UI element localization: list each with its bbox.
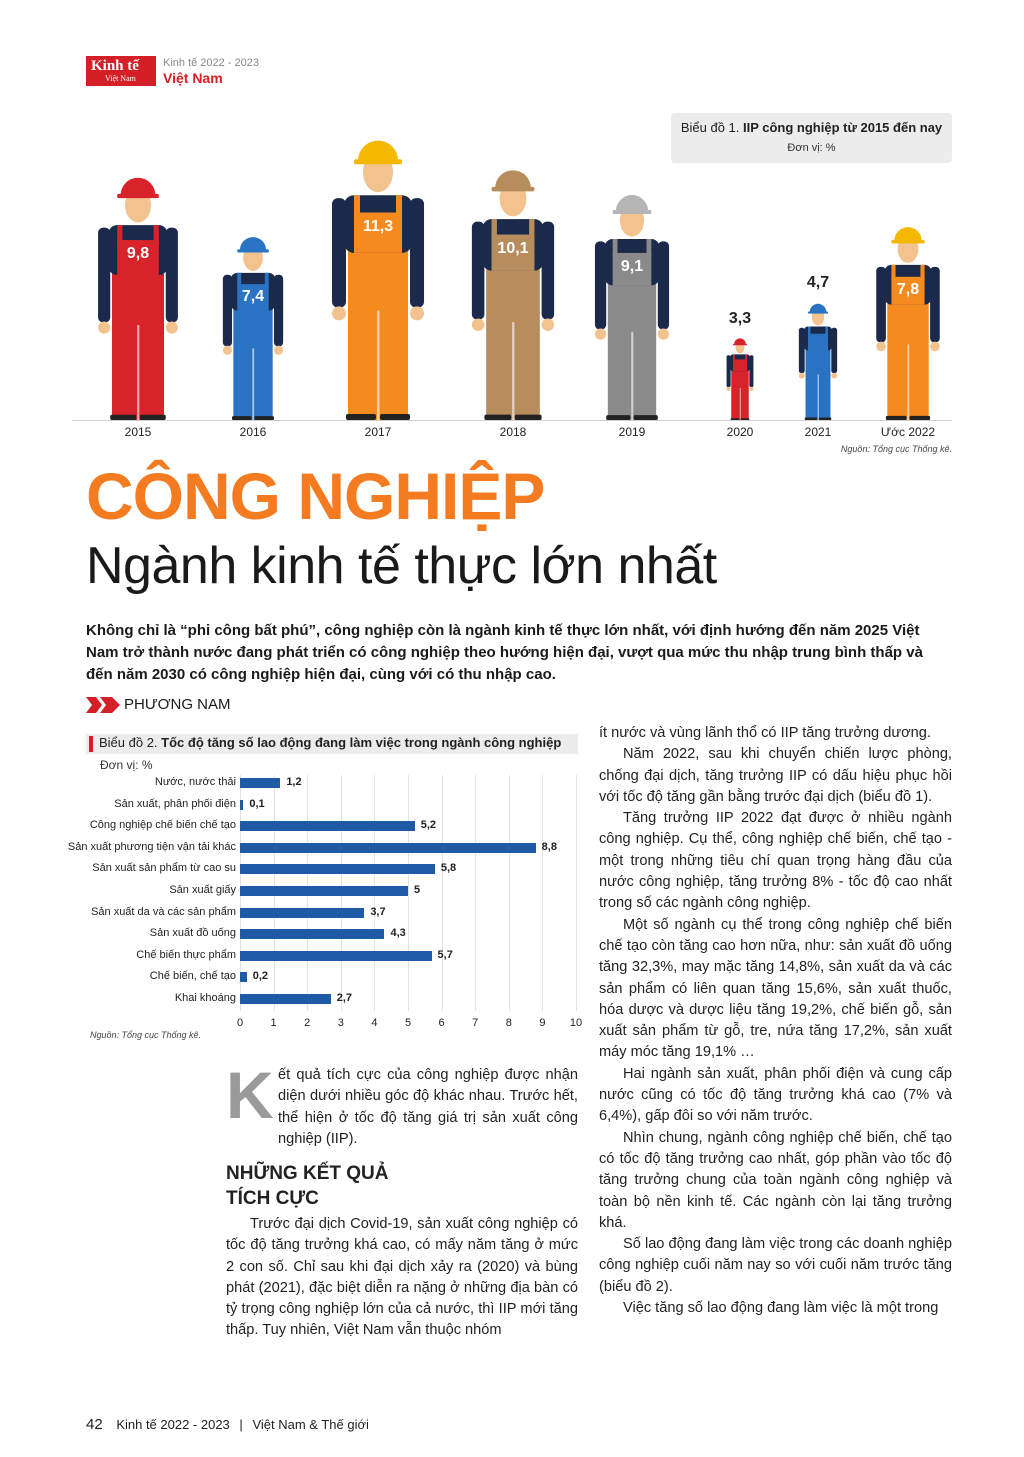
chart2-category-label: Sản xuất, phân phối điện [114, 797, 236, 810]
chart2-tick-label: 3 [337, 1017, 344, 1029]
chart1-value-label: 7,4 [241, 287, 265, 305]
header-edition: Kinh tế 2022 - 2023 [163, 57, 260, 69]
left-column-body [226, 1214, 578, 1342]
chart1-unit: Đơn vị: % [787, 142, 836, 154]
left-column-top [226, 1065, 578, 1150]
author-name: PHƯƠNG NAM [124, 696, 231, 713]
chart1-value-label: 10,1 [497, 239, 529, 257]
chart1-year-label: 2018 [499, 425, 527, 439]
chart2-bar [240, 908, 364, 918]
chart2-gridline [408, 775, 409, 1011]
chart2-category-label: Sản xuất phương tiện vận tải khác [67, 840, 236, 853]
chart2-bar [240, 929, 384, 939]
chart2-category-label: Sản xuất sản phẩm từ cao su [92, 862, 236, 875]
chart2-bar [240, 800, 243, 810]
chart1-value-label: 3,3 [728, 309, 752, 327]
chart2-title-accent [89, 736, 93, 752]
red-arrow-icon [86, 697, 120, 713]
footer-publication: Kinh tế 2022 - 2023 [116, 1417, 230, 1432]
chart1-workers [0, 0, 1024, 440]
chart1-value-label: 9,8 [126, 245, 150, 263]
worker-figure-2019 [595, 195, 669, 420]
chart2-value-label: 0,1 [249, 797, 265, 810]
chart2-category-label: Sản xuất da và các sản phẩm [91, 905, 236, 918]
chart2-bar [240, 821, 415, 831]
worker-figure-2020 [727, 338, 754, 420]
chart2-tick-label: 5 [404, 1017, 412, 1029]
paragraph: Hai ngành sản xuất, phân phối điện và cung cấp nước cũng có tốc độ tăng trưởng khá cao (7% và 6,4%), gấp đôi so với năm trước. [599, 1065, 952, 1125]
section-heading-line2: TÍCH CỰC [226, 1188, 319, 1209]
worker-figure-2016 [223, 237, 283, 420]
chart2-tick-label: 4 [371, 1017, 378, 1029]
chart2-category-label: Sản xuất giấy [169, 884, 236, 896]
chart2-title [99, 735, 561, 750]
chart2-title-prefix: Biểu đồ 2. [99, 735, 162, 750]
chart1-year-label: 2016 [239, 425, 267, 439]
logo-line1: Kinh tế [91, 58, 139, 74]
chart1-value-label: 9,1 [620, 257, 644, 275]
chart2-tick-label: 9 [539, 1017, 546, 1029]
chart2-bar [240, 778, 280, 788]
chart2-tick-label: 10 [569, 1017, 583, 1029]
chart2-bar [240, 864, 435, 874]
paragraph: Một số ngành cụ thể trong công nghiệp chế biến chế tạo còn tăng cao hơn nữa, như: sản xuất đồ uống tăng 32,3%, may mặc tăng 14,8%, sản xuất da và các sản phẩm có liên quan tăng 15,6%, sản xuất thuốc, hóa dược và dược liệu tăng 19,2%, chế biến gỗ, sản xuất sản phẩm từ gỗ, tre, nứa tăng 17,2%, sản xuất máy móc tăng 19,1% … [599, 916, 952, 1061]
section-heading-line1: NHỮNG KẾT QUẢ [226, 1163, 389, 1184]
section-heading [226, 1161, 388, 1211]
worker-figure-2015 [98, 178, 178, 420]
article-title: Ngành kinh tế thực lớn nhất [86, 537, 717, 595]
chart2-bar [240, 972, 247, 982]
chart1-year-label: 2019 [618, 425, 646, 439]
chart2-tick-label: 0 [236, 1017, 244, 1029]
chart2-value-label: 5,7 [437, 948, 453, 961]
chart2-category-label: Sản xuất đồ uống [149, 927, 236, 940]
chart1-source: Nguồn: Tổng cục Thống kê. [840, 444, 952, 454]
chart1-value-label: 11,3 [362, 218, 394, 236]
chart1-year-label: 2020 [726, 425, 754, 439]
chart2-value-label: 1,2 [286, 776, 302, 788]
chart2-value-label: 5 [414, 884, 421, 896]
chart2-gridline [475, 775, 476, 1011]
chart2-source: Nguồn: Tổng cục Thống kê. [90, 1030, 202, 1040]
chart2-value-label: 0,2 [252, 970, 269, 983]
article-kicker: CÔNG NGHIỆP [86, 459, 545, 533]
chart2-bar [240, 951, 432, 961]
chart2-bar [240, 994, 331, 1004]
chart2-gridline [509, 775, 510, 1011]
paragraph: ết quả tích cực của công nghiệp được nhận diện dưới nhiều góc độ khác nhau. Trước hết, thể hiện ở tốc độ tăng giá trị sản xuất công nghiệp (IIP). [278, 1067, 578, 1147]
chart2-gridline [542, 775, 543, 1011]
chart2-value-label: 8,8 [541, 840, 557, 853]
paragraph: Trước đại dịch Covid-19, sản xuất công nghiệp có tốc độ tăng trưởng khá cao, có mấy năm tăng ở mức 2 con số. Chỉ sau khi đại dịch xảy ra (2020) và bùng phát (2021), đặc biệt diễn ra nặng ở những địa bàn có tỷ trọng công nghiệp lớn của cả nước, thì IIP mới tăng thấp. Tuy nhiên, Việt Nam vẫn thuộc nhóm [226, 1216, 578, 1339]
chart2-category-label: Công nghiệp chế biến chế tạo [89, 819, 236, 832]
chart1-value-label: 4,7 [806, 274, 830, 292]
chart1-title-bold: IIP công nghiệp từ 2015 đến nay [742, 120, 943, 135]
worker-figure-2021 [799, 304, 837, 420]
chart1-year-label: Ước 2022 [880, 425, 936, 439]
header-section: Việt Nam [163, 70, 223, 86]
chart1-year-label: 2021 [804, 425, 832, 439]
chart2-unit: Đơn vị: % [100, 758, 153, 772]
chart2-gridline [442, 775, 443, 1011]
chart1-value-label: 7,8 [896, 280, 920, 298]
chart1-baseline [72, 420, 952, 421]
chart2-category-label: Nước, nước thải [154, 776, 236, 788]
drop-cap: K [226, 1058, 274, 1132]
chart2-title-box [86, 734, 578, 754]
paragraph: Nhìn chung, ngành công nghiệp chế biến, chế tạo có tốc độ tăng trưởng cao nhất, góp phần vào tốc độ tăng trưởng chung của toàn ngành công nghiệp và toàn bộ nền kinh tế. Các ngành còn lại tăng trưởng khá. [599, 1129, 952, 1231]
chart2-bar [240, 886, 408, 896]
chart2-tick-label: 7 [472, 1017, 479, 1029]
chart1-title-prefix: Biểu đồ 1. [680, 120, 743, 135]
chart2-category-label: Chế biến, chế tạo [149, 970, 236, 983]
chart1-year-label: 2017 [364, 425, 392, 439]
chart2-value-label: 4,3 [390, 927, 406, 940]
paragraph: Năm 2022, sau khi chuyển chiến lược phòng, chống đại dịch, tăng trưởng IIP có dấu hiệu phục hồi với tốc độ tăng gần bằng trước đại dịch (biểu đồ 1). [599, 746, 952, 805]
chart2-tick-label: 8 [505, 1017, 512, 1029]
chart2-tick-label: 2 [304, 1017, 311, 1029]
chart2-category-label: Chế biến thực phẩm [136, 948, 236, 961]
paragraph: Tăng trưởng IIP 2022 đạt được ở nhiều ngành công nghiệp. Cụ thể, công nghiệp chế biến, chế tạo - một trong những tiêu chí quan trọng hàng đầu của nước công nghiệp, tăng trưởng 8% - tốc độ cao nhất trong số các ngành công nghiệp. [599, 810, 952, 912]
chart2-value-label: 2,7 [336, 992, 353, 1004]
chart1-year-label: 2015 [124, 425, 152, 439]
chart2-tick-label: 1 [270, 1017, 277, 1029]
footer-section: Việt Nam & Thế giới [252, 1417, 369, 1432]
page-footer [86, 1416, 369, 1433]
page-number: 42 [86, 1416, 103, 1433]
right-column [599, 723, 952, 1319]
chart2-category-label: Khai khoáng [174, 992, 236, 1004]
worker-figure-2018 [472, 170, 554, 420]
chart2-tick-label: 6 [438, 1017, 445, 1029]
footer-separator: | [239, 1417, 243, 1432]
worker-figure-2017 [332, 141, 424, 420]
chart2-bar [240, 843, 536, 853]
logo-line2: Việt Nam [105, 74, 136, 83]
chart2-value-label: 5,2 [420, 819, 437, 832]
chart2-title-bold: Tốc độ tăng số lao động đang làm việc trong ngành công nghiệp [161, 735, 562, 750]
article-lead: Không chỉ là “phi công bất phú”, công nghiệp còn là ngành kinh tế thực lớn nhất, với định hướng đến năm 2025 Việt Nam trở thành nước đang phát triển có công nghiệp theo hướng hiện đại, vượt qua mức thu nhập trung bình thấp và đến năm 2030 có công nghiệp hiện đại, cùng với có thu nhập cao. [86, 622, 923, 683]
paragraph: Việc tăng số lao động đang làm việc là một trong [623, 1300, 939, 1317]
chart2-value-label: 5,8 [440, 862, 457, 875]
chart2-value-label: 3,7 [370, 905, 386, 918]
paragraph: Số lao động đang làm việc trong các doanh nghiệp công nghiệp cuối năm nay so với cuối năm trước tăng (biểu đồ 2). [599, 1236, 952, 1295]
chart2-gridline [576, 775, 577, 1011]
worker-figure-Ước 2022 [876, 227, 940, 420]
paragraph: ít nước và vùng lãnh thổ có IIP tăng trưởng dương. [599, 725, 931, 741]
